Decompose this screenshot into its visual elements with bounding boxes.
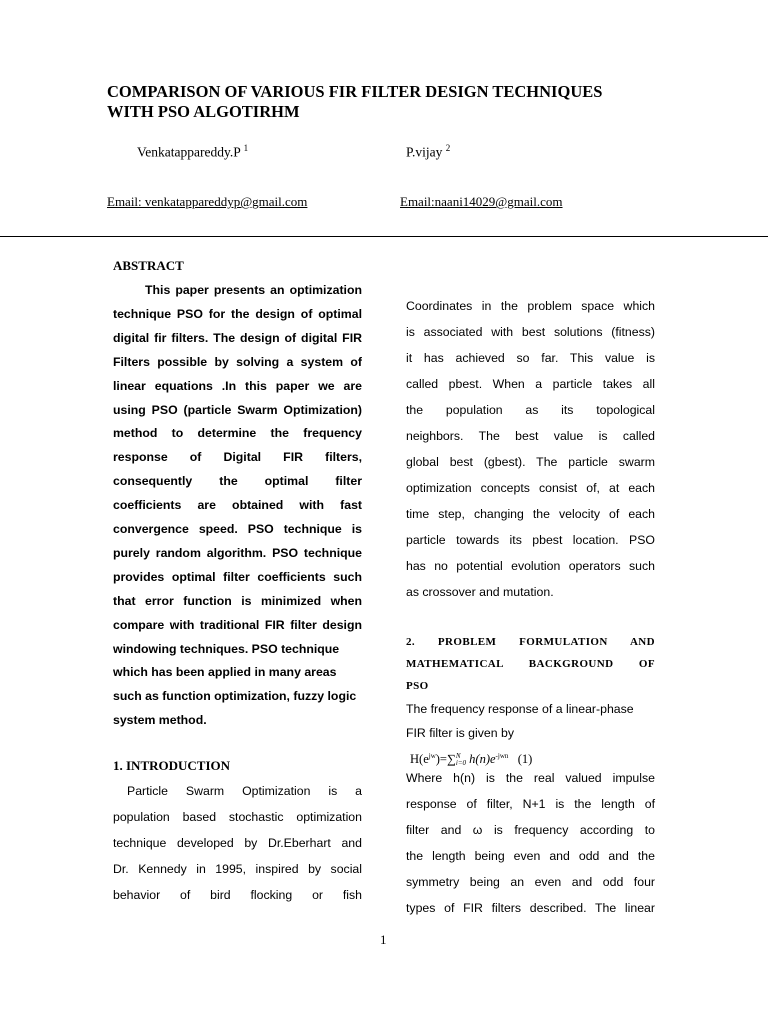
paragraph-line: is associated with best solutions (fitness) [406, 325, 655, 339]
eq-sum-lower: i=0 [455, 759, 467, 768]
abstract-line: consequently the optimal filter [113, 474, 362, 489]
author-affiliation-mark: 2 [445, 143, 451, 153]
section-2-heading-line: MATHEMATICAL BACKGROUND OF [406, 658, 655, 670]
author-1-email[interactable]: Email: venkatappareddyp@gmail.com [107, 194, 308, 209]
section-2-heading-line: 2. PROBLEM FORMULATION AND [406, 636, 655, 648]
abstract-line: which has been applied in many areas [113, 665, 337, 680]
abstract-line: digital fir filters. The design of digital FIR [113, 330, 362, 345]
author-2-email[interactable]: Email:naani14029@gmail.com [400, 194, 563, 209]
abstract-line: system method. [113, 713, 207, 728]
abstract-line: purely random algorithm. PSO technique [113, 545, 362, 560]
equation-1 [410, 752, 659, 767]
abstract-line: This paper presents an optimization [145, 283, 362, 297]
abstract-line: technique PSO for the design of optimal [113, 306, 362, 321]
paragraph-line: optimization concepts consist of, at each [406, 481, 655, 495]
abstract-line: convergence speed. PSO technique is [113, 522, 362, 536]
eq-sum: )=∑ [435, 752, 456, 767]
eq-term: h(n)e [469, 752, 496, 767]
eq-term-sup: -jwn [495, 752, 509, 760]
paragraph-line: types of FIR filters described. The linear [406, 901, 655, 915]
paragraph-line: has no potential evolution operators such [406, 559, 655, 573]
paragraph-line: symmetry being an even and odd four [406, 875, 655, 889]
paragraph-line: response of filter, N+1 is the length of [406, 797, 655, 811]
author-name: P.vijay [406, 144, 443, 160]
paragraph-line: called pbest. When a particle takes all [406, 377, 655, 391]
abstract-line: linear equations .In this paper we are [113, 378, 362, 393]
paragraph-line: it has achieved so far. This value is [406, 351, 655, 365]
introduction-line: technique developed by Dr.Eberhart and [113, 836, 362, 850]
paragraph-line: time step, changing the velocity of each [406, 507, 655, 521]
eq-sum-limits [456, 753, 466, 767]
eq-lhs: H(e [410, 752, 429, 767]
paragraph-line: The frequency response of a linear-phase [406, 702, 634, 716]
author-1 [137, 143, 248, 161]
abstract-line: provides optimal filter coefficients such [113, 569, 362, 584]
paragraph-line: the length being even and odd and the [406, 849, 655, 863]
abstract-line: coefficients are obtained with fast [113, 498, 362, 513]
author-affiliation-mark: 1 [243, 143, 249, 153]
abstract-line: Filters possible by solving a system of [113, 354, 362, 369]
author-name: Venkatappareddy.P [137, 144, 241, 160]
page-number: 1 [380, 932, 387, 947]
abstract-line: windowing techniques. PSO technique [113, 641, 340, 656]
abstract-line: that error function is minimized when [113, 593, 362, 608]
introduction-line: Particle Swarm Optimization is a [127, 784, 362, 798]
abstract-heading: ABSTRACT [113, 258, 184, 273]
paragraph-line: neighbors. The best value is called [406, 429, 655, 443]
section-2-heading-line: PSO [406, 680, 429, 692]
title-line-2: WITH PSO ALGOTIRHM [107, 102, 300, 121]
introduction-heading: 1. INTRODUCTION [113, 758, 231, 773]
abstract-line: response of Digital FIR filters, [113, 450, 362, 465]
introduction-line: Dr. Kennedy in 1995, inspired by social [113, 862, 362, 876]
abstract-line: method to determine the frequency [113, 426, 362, 441]
paragraph-line: as crossover and mutation. [406, 585, 554, 599]
paragraph-line: particle towards its pbest location. PSO [406, 533, 655, 547]
paragraph-line: Where h(n) is the real valued impulse [406, 771, 655, 785]
eq-lhs-sup: jw [428, 752, 436, 760]
paragraph-line: filter and ω is frequency according to [406, 823, 655, 837]
eq-number: (1) [517, 752, 533, 767]
abstract-line: compare with traditional FIR filter design [113, 617, 362, 632]
header-divider [0, 236, 768, 237]
paragraph-line: FIR filter is given by [406, 726, 514, 740]
paper-title [107, 82, 707, 122]
abstract-line: such as function optimization, fuzzy logic [113, 689, 357, 704]
abstract-line: using PSO (particle Swarm Optimization) [113, 402, 362, 417]
introduction-line: behavior of bird flocking or fish [113, 888, 362, 902]
title-line-1: COMPARISON OF VARIOUS FIR FILTER DESIGN TECHNIQUES [107, 82, 603, 101]
author-2 [406, 143, 450, 161]
paragraph-line: global best (gbest). The particle swarm [406, 455, 655, 469]
paragraph-line: the population as its topological [406, 403, 655, 417]
eq-sum-upper: N [455, 752, 461, 761]
introduction-line: population based stochastic optimization [113, 810, 362, 824]
paragraph-line: Coordinates in the problem space which [406, 299, 655, 313]
